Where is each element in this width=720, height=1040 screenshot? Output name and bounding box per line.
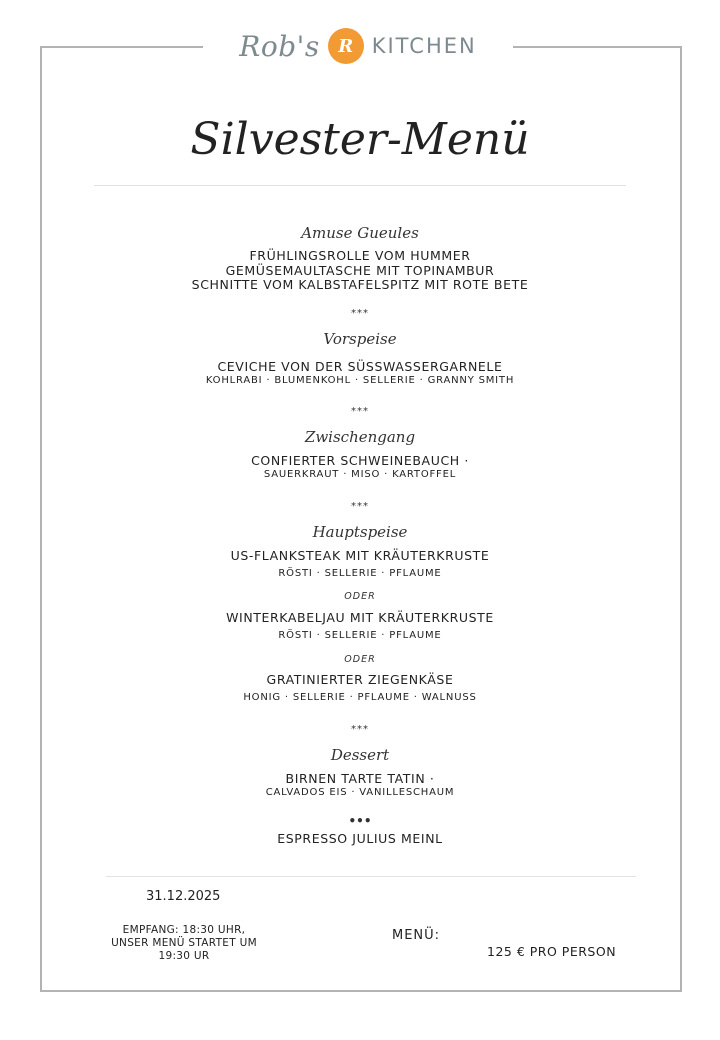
logo-robs-text: Rob's [239,29,320,63]
reception-line: EMPFANG: 18:30 UHR, [122,924,246,936]
vorspeise-dish: CEVICHE VON DER SÜSSWASSERGARNELE [217,359,503,374]
footer-divider [106,876,636,877]
course-separator: *** [351,406,369,417]
logo-badge-letter: R [338,35,354,57]
logo [203,26,513,66]
title-divider [94,185,626,186]
hauptspeise-dish: US-FLANKSTEAK MIT KRÄUTERKRUSTE [230,548,490,563]
page-frame [40,46,682,992]
course-separator: *** [351,308,369,319]
event-date: 31.12.2025 [146,889,221,904]
course-heading-dessert: Dessert [330,746,390,764]
hauptspeise-dish: WINTERKABELJAU MIT KRÄUTERKRUSTE [226,610,494,625]
amuse-item: FRÜHLINGSROLLE VOM HUMMER [249,248,471,263]
course-heading-zwischengang: Zwischengang [304,428,416,446]
oder-label: ODER [344,654,376,665]
dessert-dish: BIRNEN TARTE TATIN · [285,771,435,786]
hauptspeise-detail: RÖSTI · SELLERIE · PFLAUME [278,630,442,641]
hauptspeise-detail: RÖSTI · SELLERIE · PFLAUME [278,568,442,579]
course-heading-hauptspeise: Hauptspeise [312,523,408,541]
course-separator: *** [351,501,369,512]
vorspeise-detail: KOHLRABI · BLUMENKOHL · SELLERIE · GRANNY SMITH [205,375,515,386]
course-heading-vorspeise: Vorspeise [323,330,397,348]
zwischengang-detail: SAUERKRAUT · MISO · KARTOFFEL [263,469,457,480]
menu-price: 125 € PRO PERSON [487,944,617,959]
menu-title: Silvester-Menü [190,114,530,165]
reception-line: 19:30 UR [158,950,210,962]
hauptspeise-detail: HONIG · SELLERIE · PFLAUME · WALNUSS [243,692,477,703]
course-heading-amuse: Amuse Gueules [301,224,419,242]
hauptspeise-dish: GRATINIERTER ZIEGENKÄSE [266,672,454,687]
course-separator: ••• [348,814,372,828]
amuse-item: SCHNITTE VOM KALBSTAFELSPITZ MIT ROTE BETE [191,277,529,292]
zwischengang-dish: CONFIERTER SCHWEINEBAUCH · [251,453,469,468]
oder-label: ODER [344,591,376,602]
reception-line: UNSER MENÜ STARTET UM [111,937,257,949]
course-separator: *** [351,724,369,735]
amuse-item: GEMÜSEMAULTASCHE MIT TOPINAMBUR [225,263,495,278]
logo-badge-icon [328,28,364,64]
reception-info [96,924,272,963]
dessert-detail: CALVADOS EIS · VANILLESCHAUM [265,787,455,798]
menu-price-label: MENÜ: [392,928,441,943]
logo-kitchen-text: KITCHEN [371,34,477,58]
espresso-item: ESPRESSO JULIUS MEINL [277,831,443,846]
